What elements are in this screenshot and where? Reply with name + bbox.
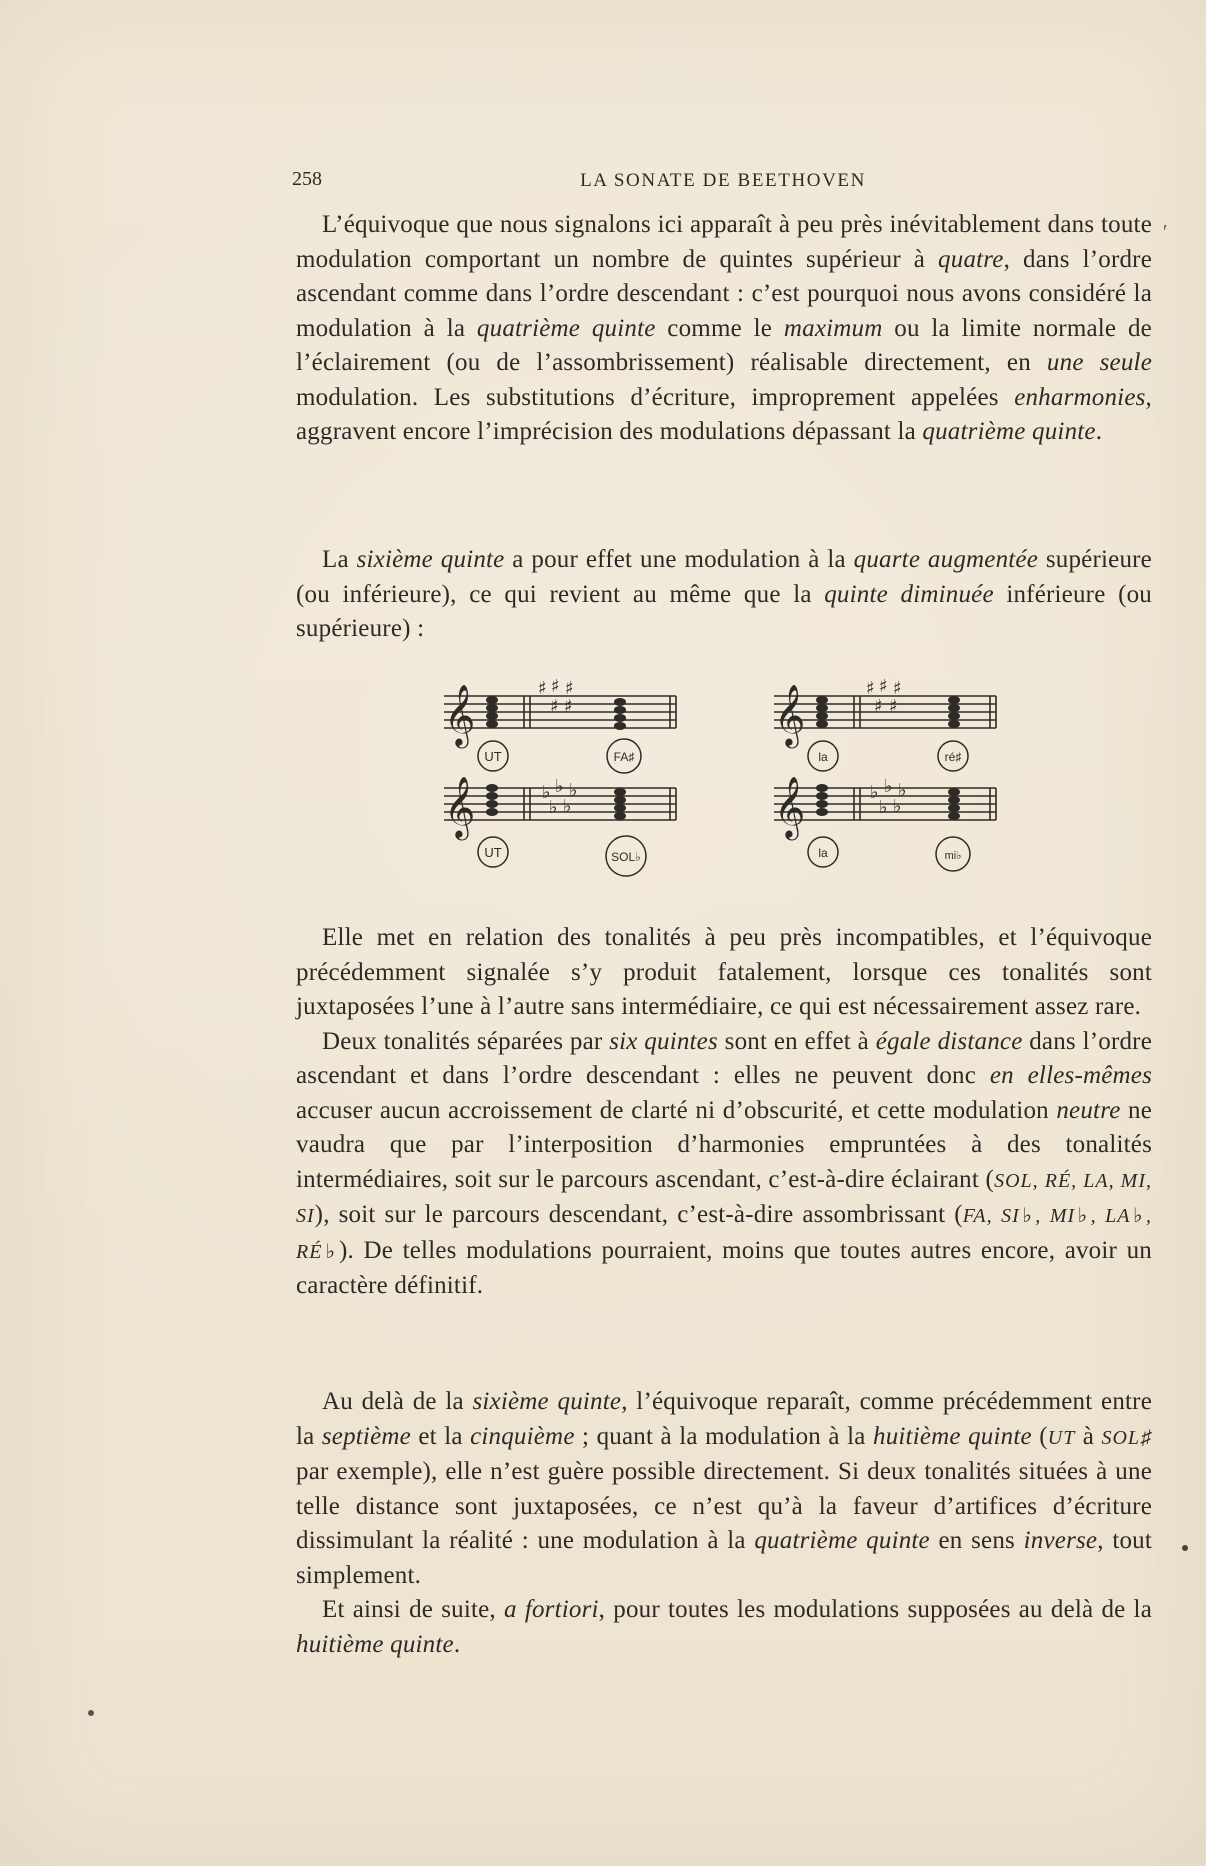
text-segment: et la [410, 1422, 471, 1450]
text-segment: inférieure (ou supérieure) : [296, 580, 1152, 642]
text-segment: neutre [1056, 1096, 1121, 1124]
margin-mark: ′ [1163, 221, 1168, 243]
text-segment: ( [1031, 1422, 1048, 1450]
text-segment: par exemple), elle n’est guère possible directement. Si deux tonalités situées à une telle distance sont juxtaposées, ce n’est qu’à la faveur d’artifices d’écriture dissimulant la réalité : une modulation à la [296, 1458, 1152, 1554]
paragraph-sixth-fifth [296, 543, 1152, 647]
text-segment: six quintes [609, 1027, 718, 1055]
page-number: 258 [292, 168, 322, 190]
text-segment: Deux tonalités séparées par [322, 1027, 610, 1055]
text-segment: SOL♯ [1101, 1426, 1153, 1449]
staff-left-top [444, 696, 676, 728]
svg-text:♯: ♯ [551, 676, 560, 697]
text-segment: quarte augmentée [853, 546, 1039, 573]
svg-text:♭: ♭ [879, 797, 888, 818]
music-label: UT [484, 845, 502, 860]
treble-clef-icon: 𝄞 [444, 685, 476, 746]
text-segment: FA, SI♭, MI♭, LA♭, RÉ♭ [296, 1205, 1152, 1263]
text-segment: supérieure (ou inférieure), ce qui revient au même que la [296, 546, 1152, 608]
svg-text:♯: ♯ [866, 678, 875, 699]
text-segment: à [1075, 1422, 1102, 1450]
chord-left-top [486, 676, 626, 730]
svg-text:♯: ♯ [564, 696, 573, 717]
svg-text:♯: ♯ [874, 696, 883, 717]
text-segment: a fortiori [504, 1596, 599, 1623]
text-segment: ne vaudra que par l’interposition d’harmonies empruntées à des tonalités intermédiaires, soit sur le parcours ascendant, c’est-à-dire éclairant ( [296, 1096, 1152, 1193]
paragraph-6 [296, 1593, 1152, 1662]
text-segment: inverse [1023, 1527, 1098, 1554]
text-segment: sixième quinte [356, 546, 505, 573]
svg-text:♭: ♭ [563, 796, 572, 817]
svg-text:♯: ♯ [879, 676, 888, 697]
treble-clef-icon: 𝄞 [774, 777, 806, 838]
text-segment: ; quant à la modulation à la [574, 1422, 873, 1450]
text-segment: enharmonies [1014, 383, 1146, 411]
svg-text:♭: ♭ [870, 782, 879, 803]
chord-left-bottom [486, 776, 626, 820]
text-segment: ). De telles modulations pourraient, moins que toutes autres encore, avoir un caractère définitif. [296, 1236, 1152, 1299]
music-label: SOL♭ [611, 850, 641, 864]
text-segment: quatrième quinte [476, 314, 656, 342]
text-segment: UT [1047, 1426, 1076, 1449]
text-segment: Au delà de la [322, 1388, 473, 1415]
musical-notation-figure [434, 670, 1054, 880]
paragraph-2 [296, 543, 1152, 647]
text-segment: . [1095, 418, 1103, 445]
text-segment: , dans l’ordre ascendant comme dans l’ordre descendant : c’est pourquoi nous avons considéré la modulation à la [296, 245, 1152, 342]
music-label: ré♯ [944, 750, 962, 764]
speck [88, 1710, 94, 1716]
text-segment: SOL, RÉ, LA, MI, SI [296, 1169, 1153, 1227]
text-segment: quatrième quinte [754, 1527, 930, 1554]
music-label: la [818, 846, 828, 860]
text-segment: , l’équivoque reparaît, comme précédemment entre la [296, 1388, 1152, 1450]
text-segment: cinquième [470, 1422, 575, 1450]
text-segment: huitième quinte [873, 1422, 1032, 1450]
music-label: la [818, 750, 828, 764]
text-segment: . [453, 1630, 461, 1658]
music-label: mi♭ [944, 850, 962, 862]
svg-text:♭: ♭ [898, 780, 907, 801]
text-segment: , tout simplement. [296, 1527, 1153, 1589]
svg-text:♭: ♭ [555, 776, 564, 797]
svg-text:♭: ♭ [542, 782, 551, 803]
text-segment: Elle met en relation des tonalités à peu près incompatibles, et l’équivoque précédemment signalée s’y produit fatalement, lorsque ces tonalités sont juxtaposées l’une à l’autre sans intermédiaire, ce qui est nécessairement assez rare. [296, 924, 1152, 1020]
text-segment: accuser aucun accroissement de clarté ni d’obscurité, et cette modulation [296, 1096, 1057, 1124]
paragraph-5 [296, 1385, 1152, 1593]
text-segment: maximum [783, 314, 883, 342]
treble-clef-icon: 𝄞 [444, 777, 476, 838]
chord-right-bottom [816, 776, 960, 820]
svg-text:♭: ♭ [884, 776, 893, 797]
text-segment: Et ainsi de suite, [322, 1596, 504, 1623]
svg-text:♭: ♭ [569, 780, 578, 801]
paragraph-3 [296, 921, 1152, 1025]
text-segment: quatre [938, 245, 1004, 273]
svg-text:♯: ♯ [889, 696, 898, 717]
text-segment: L’équivoque que nous signalons ici apparaît à peu près inévitablement dans toute modulation comportant un nombre de quintes supérieur à [296, 211, 1152, 273]
treble-clef-icon: 𝄞 [774, 685, 806, 746]
paragraph-1 [296, 208, 1152, 450]
text-segment: comme le [655, 314, 784, 342]
text-segment: septième [321, 1422, 411, 1450]
text-segment: quatrième quinte [922, 418, 1096, 445]
music-examples [434, 670, 1054, 880]
music-label: FA♯ [613, 750, 635, 764]
text-segment: , pour toutes les modulations supposées au delà de la [598, 1596, 1153, 1623]
text-segment: en sens [929, 1527, 1024, 1554]
text-segment: , aggravent encore l’imprécision des modulations dépassant la [296, 383, 1152, 445]
svg-text:♯: ♯ [550, 696, 559, 717]
text-segment: modulation. Les substitutions d’écriture, improprement appelées [296, 383, 1015, 411]
text-segment: sont en effet à [717, 1027, 876, 1055]
speck [1182, 1545, 1188, 1551]
text-segment: en elles-mêmes [989, 1062, 1152, 1089]
text-segment: dans l’ordre ascendant et dans l’ordre descendant : elles ne peuvent donc [296, 1027, 1153, 1089]
text-segment: ou la limite normale de l’éclairement (ou de l’assombrissement) réalisable directement, en [296, 314, 1152, 376]
svg-text:♭: ♭ [893, 796, 902, 817]
paragraph-beyond-sixth [296, 1385, 1152, 1662]
text-segment: égale distance [875, 1027, 1023, 1055]
text-segment: ), soit sur le parcours descendant, c’est-à-dire assombrissant ( [314, 1201, 963, 1228]
paragraph-equivoque [296, 208, 1152, 450]
svg-text:♭: ♭ [549, 797, 558, 818]
text-segment: La [322, 546, 357, 573]
paragraph-incompatibles [296, 921, 1152, 1304]
page-header [292, 168, 1154, 198]
staff-right-top [774, 696, 996, 728]
svg-text:♯: ♯ [565, 678, 574, 699]
text-segment: une seule [1046, 349, 1152, 376]
text-segment: huitième quinte [296, 1630, 454, 1658]
svg-text:♯: ♯ [538, 678, 547, 699]
running-title: LA SONATE DE BEETHOVEN [580, 170, 866, 191]
svg-text:♯: ♯ [893, 678, 902, 699]
paragraph-4 [296, 1025, 1152, 1304]
text-segment: sixième quinte [472, 1388, 622, 1415]
text-segment: quinte diminuée [824, 580, 994, 608]
music-label: UT [484, 749, 502, 764]
text-segment: a pour effet une modulation à la [504, 546, 854, 573]
